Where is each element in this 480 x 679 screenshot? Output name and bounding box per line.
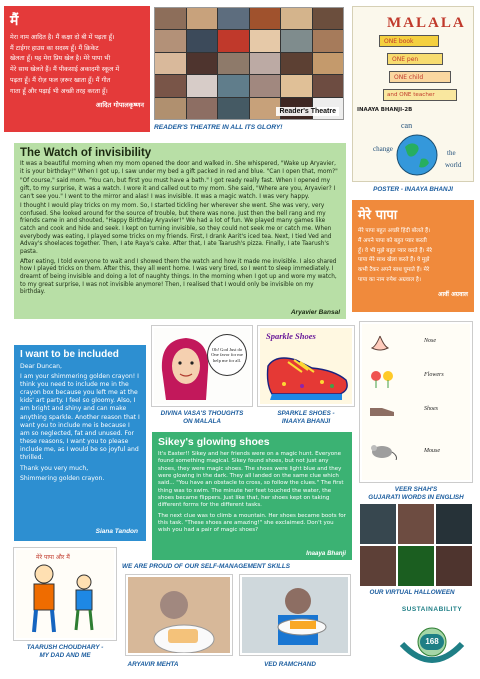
poem-line: मेरे पापा बहुत अच्छी हिंदी बोलते हैं। xyxy=(358,228,431,234)
video-tile xyxy=(218,8,249,29)
malala-phrase-change: change xyxy=(373,145,393,153)
sikey-author: Inaaya Bhanji xyxy=(306,550,346,557)
poem-line: पापा मेरे साथ खेला करते हैं। वे मुझे xyxy=(358,257,430,264)
caption-line: ON MALALA xyxy=(183,417,221,425)
malala-item xyxy=(379,35,439,47)
malala-phrase-can: can xyxy=(401,121,413,130)
video-tile xyxy=(155,75,186,96)
malala-item xyxy=(383,89,457,101)
aryavir-caption: ARYAVIR MEHTA xyxy=(127,661,179,668)
halloween-photo xyxy=(436,504,472,544)
taarush-heading: मेरे पापा और मैं xyxy=(36,554,70,561)
video-tile xyxy=(250,30,281,51)
story-paragraph: It's Easter!! Sikey and her friends were on a magic hunt. Everyone found something magical. Sikey found shoes, but not just any shoes, they were magic shoes. The shoes were light blue and they were glowing in the dark. They all landed on the same clue which said... "You have an obstacle to cross, so follow the clues." The first thing was to swim. The minute her feet touched the water, the shoes became flippers. Just like that, her shoes kept on taking different forms for the different tasks. xyxy=(158,451,344,509)
watch-story-title: The Watch of invisibility xyxy=(20,147,152,159)
video-tile xyxy=(155,30,186,51)
malala-item xyxy=(387,53,443,65)
video-tile xyxy=(187,53,218,74)
halloween-photo xyxy=(398,504,434,544)
video-tile xyxy=(187,8,218,29)
sikey-story-title: Sikey's glowing shoes xyxy=(158,436,270,448)
video-tile xyxy=(218,75,249,96)
halloween-photo xyxy=(360,504,396,544)
watch-story-author: Aryavier Bansal xyxy=(290,309,340,316)
video-tile xyxy=(281,75,312,96)
video-tile xyxy=(155,53,186,74)
poem-line: गाता हूँ और पढ़ाई भी अच्छी तरह करता हूँ। xyxy=(10,87,108,95)
poem-line: हूँ। वे भी मुझे बहुत प्यार करते हैं। मेरे xyxy=(358,247,432,254)
poem-mai-box xyxy=(4,6,150,132)
malala-phrase-world: world xyxy=(445,161,462,169)
poem-line: मैं टाईगर हाउस का सदस्य हूँ। मैं क्रिकेट xyxy=(10,44,99,52)
readers-theatre-caption: READER'S THEATRE IN ALL ITS GLORY! xyxy=(154,124,283,131)
poem-mai-title: मैं xyxy=(10,13,19,29)
poem-line: कभी टैकर अपने साथ घुमाते हैं। मेरे xyxy=(358,267,430,274)
malala-title: MALALA xyxy=(387,15,466,31)
video-tile xyxy=(313,75,344,96)
readers-theatre-overlay: Reader's Theatre xyxy=(276,107,339,116)
crayon-letter-body: I am your shimmering golden crayon! I think you need to include me in the crayon box because you left me at the kids' art party. I feel so gloomy. Also, I am bright and shiny and can make anything sparkle. Another reason that I want you to include me is because I am so neglected, fat and unused. For these reasons, I want you to please include me, as I would be so joyful and thrilled. xyxy=(20,373,140,462)
page-number: 168 xyxy=(420,634,444,650)
crayon-letter-thanks: Thank you very much, xyxy=(20,465,89,473)
video-tile xyxy=(155,8,186,29)
video-tile xyxy=(187,30,218,51)
divina-drawing xyxy=(152,326,252,406)
gujarati-word: Mouse xyxy=(424,448,440,454)
watch-story-box xyxy=(14,143,346,319)
readers-theatre-photo xyxy=(154,7,344,120)
gujarati-words-sheet xyxy=(360,322,472,482)
mouse-doodle-icon xyxy=(368,440,398,460)
girl-drawing-icon xyxy=(156,330,216,406)
video-tile xyxy=(313,30,344,51)
sparkle-caption xyxy=(256,410,356,426)
mere-papa-author: आर्वी अग्रवाल xyxy=(437,290,468,298)
malala-item-label: and ONE teacher xyxy=(387,92,435,98)
ved-photo xyxy=(240,575,350,655)
video-tile xyxy=(250,8,281,29)
malala-item-label: ONE book xyxy=(384,38,414,45)
poem-line: मैं अपने पापा को बहुत प्यार करती xyxy=(358,237,427,244)
video-tile xyxy=(218,98,249,119)
halloween-photo xyxy=(398,546,434,586)
video-tile xyxy=(187,75,218,96)
caption-line: INAAYA BHANJI xyxy=(281,417,331,425)
mere-papa-title: मेरे पापा xyxy=(358,208,398,223)
halloween-photo xyxy=(436,546,472,586)
caption-line: MY DAD AND ME xyxy=(39,651,91,659)
child-with-food-icon xyxy=(128,577,232,655)
malala-item-label: ONE pen xyxy=(392,56,419,63)
video-tile xyxy=(155,98,186,119)
sparkle-shoes-drawing xyxy=(258,326,354,406)
gujarati-word: Shoes xyxy=(424,406,438,412)
caption-line: VEER SHAH'S xyxy=(394,486,438,493)
malala-item-label: ONE child xyxy=(394,74,424,81)
video-tile xyxy=(281,30,312,51)
story-paragraph: I thought I would play tricks on my mom. So, I started tickling her wherever she went. She was very, very confused. She looked around for the source of trouble, but there was none. Just then the bell rang and my friends came in and shouted, "Happy Birthday Aryavier!" We had a lot of fun. We played many games like catch and cook and hide and seek. I kept on turning invisible, so they could not seek me or catch me. When everybody was eating, I played some tricks on my friends. First, I drank Aarit's iced tea. Next, I tied Ved and Advay's shoelaces together. Then, I ate Raya's cake. After that, I ate Taarush's pizza. Finally, I ate Taarush's pasta. xyxy=(20,203,332,256)
caption-line: GUJARATI WORDS IN ENGLISH xyxy=(368,493,464,501)
crayon-letter-greeting: Dear Duncan, xyxy=(20,363,62,370)
malala-artist-tag: INAAYA BHANJI-2B xyxy=(357,107,413,113)
sikey-story-box xyxy=(152,432,352,560)
mere-papa-box xyxy=(352,200,474,312)
sustainability-badge xyxy=(394,604,470,670)
caption-line: SPARKLE SHOES - xyxy=(277,410,335,417)
child-with-sandwich-icon xyxy=(242,577,350,655)
globe-icon xyxy=(395,133,439,177)
caption-line: DIVINA VASA'S THOUGHTS xyxy=(160,410,244,417)
story-paragraph: "Of course," said mom. "You can, but first you must have a bath." I got ready really fast. When I opened my gift, to my surprise, it was a watch. I wore it and called out to my mom. She said, "Where are you, Aryavier? I can't see you." I went to the mirror and alas! I was invisible. It was a magic watch. I was very happy. xyxy=(20,178,336,200)
halloween-photo xyxy=(360,546,396,586)
divina-bubble-text: Oh! God Just do One favor for me help me for all. xyxy=(211,347,243,363)
poem-mai-author: आदित गोपालकृष्णन xyxy=(95,101,144,110)
malala-phrase-the: the xyxy=(447,149,456,157)
poem-line: मेरा नाम आदित है। मैं कक्षा दो बी में पढ़ता हूँ। xyxy=(10,34,115,41)
poem-line: मेरे साथ खेलते हैं। मैं पीकसाई अकादमी स्कूल में xyxy=(10,66,120,74)
crayon-letter-author: Siana Tandon xyxy=(95,528,138,535)
family-drawing-icon xyxy=(18,562,114,640)
video-call-grid xyxy=(155,8,343,119)
poem-line: खेलता हूँ। यह मेरा प्रिय खेल है। मेरे पापा भी xyxy=(10,55,111,63)
video-tile xyxy=(313,53,344,74)
video-tile xyxy=(250,75,281,96)
story-paragraph: The next clue was to climb a mountain. Her shoes became boots for this task. "These shoes are amazing!" she exclaimed. Don't you wish you had a pair of magic shoes? xyxy=(158,512,346,534)
flowers-doodle-icon xyxy=(368,368,396,388)
aryavir-photo xyxy=(126,575,232,655)
video-tile xyxy=(313,8,344,29)
ved-caption: VED RAMCHAND xyxy=(264,661,316,668)
poem-mai-text xyxy=(10,33,144,97)
halloween-photo-grid xyxy=(360,504,472,586)
caption-line: TAARUSH CHOUDHARY - xyxy=(26,644,104,651)
self-management-heading: WE ARE PROUD OF OUR SELF-MANAGEMENT SKILLS xyxy=(122,563,291,570)
video-tile xyxy=(187,98,218,119)
story-paragraph: It was a beautiful morning when my mom opened the door and walked in. She whispered, "Wake up Aryavier, it is your birthday!" When I got up, I saw under my bed a gift packed in red and blue. "Can I open that, mom?" xyxy=(20,161,338,175)
video-tile xyxy=(281,53,312,74)
poem-line: पढ़ता हूँ। मैं रोज़ फल ज़रूर खाता हूँ। मैं गीत xyxy=(10,76,111,84)
gujarati-word: Flowers xyxy=(424,372,444,378)
poem-line: पापा का नाम रुपेश अग्रवाल है। xyxy=(358,276,421,283)
crayon-letter-sign: Shimmering golden crayon. xyxy=(20,475,105,483)
shoe-drawing-icon xyxy=(262,344,354,404)
gujarati-word: Nose xyxy=(424,338,436,344)
video-tile xyxy=(250,98,281,119)
video-tile xyxy=(218,53,249,74)
video-tile xyxy=(250,53,281,74)
taarush-caption xyxy=(8,644,122,660)
nose-doodle-icon xyxy=(368,334,392,352)
malala-poster-caption: POSTER - INAAYA BHANJI xyxy=(373,186,453,193)
malala-item xyxy=(389,71,451,83)
taarush-drawing xyxy=(14,548,116,640)
sustainability-text: SUSTAINABILITY xyxy=(401,606,463,613)
malala-poster xyxy=(352,6,474,182)
divina-speech-bubble xyxy=(207,334,247,376)
halloween-caption: OUR VIRTUAL HALLOWEEN xyxy=(369,589,455,596)
mere-papa-text xyxy=(358,227,468,286)
video-tile xyxy=(218,30,249,51)
crayon-letter-box xyxy=(14,345,146,541)
shoes-doodle-icon xyxy=(368,402,398,418)
divina-caption xyxy=(148,410,256,426)
sparkle-drawing-title: Sparkle Shoes xyxy=(266,331,316,341)
video-tile xyxy=(281,8,312,29)
crayon-letter-title: I want to be included xyxy=(20,349,119,360)
gujarati-caption xyxy=(358,486,474,502)
story-paragraph: After eating, I told everyone to wait and I showed them the watch and how it made me invisible. I also shared how I played tricks on them. After this, they all went home. I was very tired, so I went to sleep immediately. I dreamt of being invisible and doing a lot of naughty things. In the morning when I got up and wore my watch, to my great surprise, I was not invisible anymore! Then, I realised that I would only be invisible on my birthday. xyxy=(20,258,337,296)
